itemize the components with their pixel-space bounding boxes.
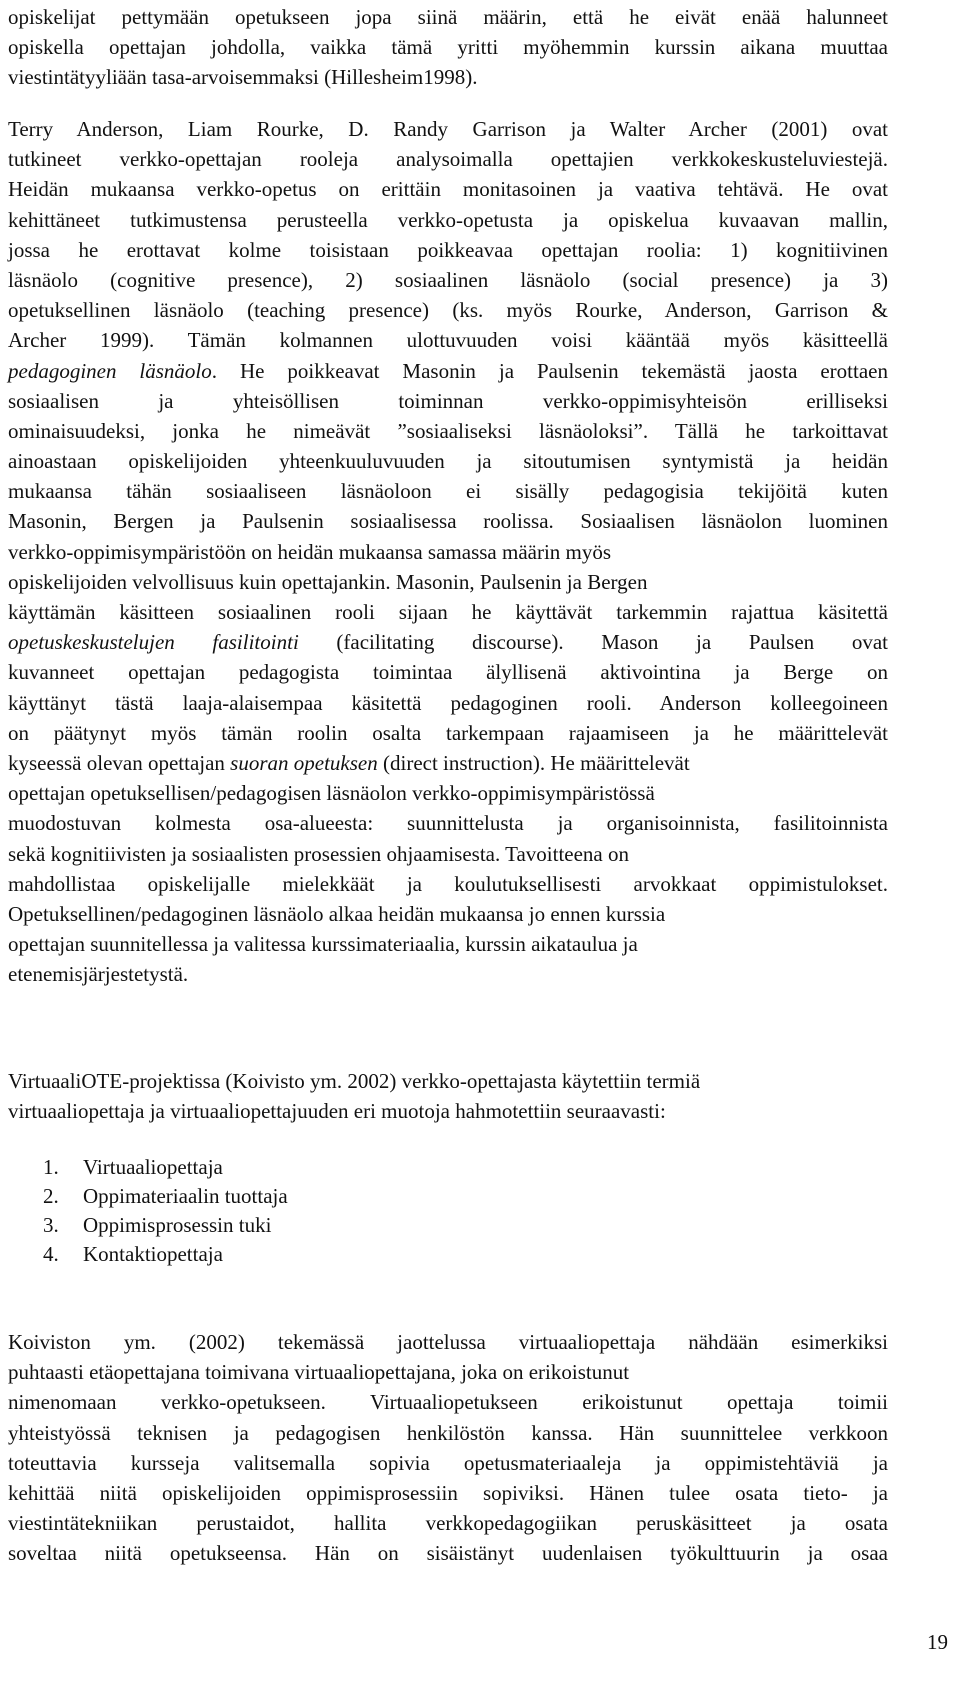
text-line xyxy=(8,748,888,778)
text-line: ainoastaan opiskelijoiden yhteenkuuluvuuden ja sitoutumisen syntymistä ja heidän xyxy=(8,449,888,474)
text-line: opettajan suunnitellessa ja valitessa kurssimateriaalia, kurssin aikataulua ja xyxy=(8,932,638,957)
text-line: opiskella opettajan johdolla, vaikka tämä yritti myöhemmin kurssin aikana muuttaa xyxy=(8,35,888,60)
text-line: opetuksellinen läsnäolo (teaching presence) (ks. myös Rourke, Anderson, Garrison & xyxy=(8,298,888,323)
text-line: mahdollistaa opiskelijalle mielekkäät ja koulutuksellisesti arvokkaat oppimistulokset. xyxy=(8,871,888,896)
list-number: 4. xyxy=(43,1242,59,1266)
text-line: sosiaalisen ja yhteisöllisen toiminnan verkko-oppimisyhteisön erilliseksi xyxy=(8,388,888,413)
text-line: opiskelijat pettymään opetukseen jopa siinä määrin, että he eivät enää halunneet xyxy=(8,5,888,29)
italic-term: suoran opetuksen xyxy=(230,750,378,775)
text-line: etenemisjärjestetystä. xyxy=(8,962,189,987)
paragraph-continuation xyxy=(8,2,888,93)
page-number: 19 xyxy=(927,1630,948,1654)
text-line: opettajan opetuksellisen/pedagogisen läsnäolon verkko-oppimisympäristössä xyxy=(8,781,655,806)
teacher-roles-list xyxy=(8,1153,888,1269)
text-line: muodostuvan kolmesta osa-alueesta: suunnittelusta ja organisoinnista, fasilitoinnista xyxy=(8,811,888,836)
list-number: 2. xyxy=(43,1184,59,1208)
text-fragment: (facilitating discourse). Mason ja Paulsen ovat xyxy=(298,630,888,655)
text-fragment: (direct instruction). He määrittelevät xyxy=(377,750,690,775)
paragraph-koivisto xyxy=(8,1327,888,1569)
text-fragment: . He poikkeavat Masonin ja Paulsenin tekemästä jaosta erottaen xyxy=(211,358,888,383)
text-line: jossa he erottavat kolme toisistaan poikkeavaa opettajan roolia: 1) kognitiivinen xyxy=(8,237,888,262)
text-line: Masonin, Bergen ja Paulsenin sosiaalisessa roolissa. Sosiaalisen läsnäolon luominen xyxy=(8,509,888,534)
text-line: Koiviston ym. (2002) tekemässä jaottelussa virtuaaliopettaja nähdään esimerkiksi xyxy=(8,1330,888,1354)
text-line: soveltaa niitä opetukseensa. Hän on sisäistänyt uudenlaisen työkulttuurin ja osaa xyxy=(8,1541,888,1566)
text-line: virtuaaliopettaja ja virtuaaliopettajuuden eri muotoja hahmotettiin seuraavasti: xyxy=(8,1099,666,1124)
text-line: toteuttavia kursseja valitsemalla sopivia opetusmateriaaleja ja oppimistehtäviä ja xyxy=(8,1450,888,1475)
text-line: verkko-oppimisympäristöön on heidän mukaansa samassa määrin myös xyxy=(8,539,612,564)
text-line: mukaansa tähän sosiaaliseen läsnäoloon ei sisälly pedagogisia tekijöitä kuten xyxy=(8,479,888,504)
text-line xyxy=(8,356,888,386)
text-fragment: kyseessä olevan opettajan xyxy=(8,750,231,775)
text-line: Terry Anderson, Liam Rourke, D. Randy Garrison ja Walter Archer (2001) ovat xyxy=(8,117,888,141)
list-text: Oppimisprosessin tuki xyxy=(83,1213,272,1237)
text-line: VirtuaaliOTE-projektissa (Koivisto ym. 2002) verkko-opettajasta käytettiin termiä xyxy=(8,1069,701,1093)
list-text: Virtuaaliopettaja xyxy=(83,1155,223,1179)
text-line: kehittäneet tutkimustensa perusteella verkko-opetusta ja opiskelua kuvaavan mallin, xyxy=(8,207,888,232)
text-line: Opetuksellinen/pedagoginen läsnäolo alkaa heidän mukaansa jo ennen kurssia xyxy=(8,901,666,926)
list-item xyxy=(8,1211,888,1240)
list-number: 3. xyxy=(43,1213,59,1237)
text-line: kehittää niitä opiskelijoiden oppimisprosessiin sopiviksi. Hänen tulee osata tieto- ja xyxy=(8,1480,888,1505)
list-number: 1. xyxy=(43,1155,59,1179)
text-line: on päätynyt myös tämän roolin osalta tarkempaan rajaamiseen ja he määrittelevät xyxy=(8,720,888,745)
text-line: nimenomaan verkko-opetukseen. Virtuaaliopetukseen erikoistunut opettaja toimii xyxy=(8,1390,888,1415)
text-line: puhtaasti etäopettajana toimivana virtuaaliopettajana, joka on erikoistunut xyxy=(8,1360,630,1385)
text-line xyxy=(8,627,888,657)
text-line: kuvanneet opettajan pedagogista toimintaa älyllisenä aktivointina ja Berge on xyxy=(8,660,888,685)
list-item xyxy=(8,1240,888,1269)
list-text: Kontaktiopettaja xyxy=(83,1242,223,1266)
list-item xyxy=(8,1153,888,1182)
text-line: opiskelijoiden velvollisuus kuin opettajankin. Masonin, Paulsenin ja Bergen xyxy=(8,569,648,594)
text-line: Archer 1999). Tämän kolmannen ulottuvuuden voisi kääntää myös käsitteellä xyxy=(8,328,888,353)
text-line: viestintätyyliään tasa-arvoisemmaksi (Hillesheim1998). xyxy=(8,65,478,90)
text-line: käyttämän käsitteen sosiaalinen rooli sijaan he käyttävät tarkemmin rajattua käsitettä xyxy=(8,600,888,624)
text-line: ominaisuudeksi, jonka he nimeävät ”sosiaaliseksi läsnäoloksi”. Tällä he tarkoittavat xyxy=(8,418,888,443)
text-line: sekä kognitiivisten ja sosiaalisten prosessien ohjaamisesta. Tavoitteena on xyxy=(8,841,630,866)
paragraph-anderson-model xyxy=(8,114,888,989)
text-line: läsnäolo (cognitive presence), 2) sosiaalinen läsnäolo (social presence) ja 3) xyxy=(8,267,888,292)
text-line: käyttänyt tästä laaja-alaisempaa käsitettä pedagoginen rooli. Anderson kolleegoineen xyxy=(8,690,888,715)
italic-term: pedagoginen läsnäolo xyxy=(8,358,212,383)
text-line: tutkineet verkko-opettajan rooleja analysoimalla opettajien verkkokeskusteluviestejä. xyxy=(8,147,888,172)
text-line: viestintätekniikan perustaidot, hallita verkkopedagogiikan peruskäsitteet ja osata xyxy=(8,1511,888,1536)
text-line: yhteistyössä teknisen ja pedagogisen henkilöstön kanssa. Hän suunnittelee verkkoon xyxy=(8,1420,888,1445)
paragraph-virtuaaliote xyxy=(8,1066,888,1126)
italic-term: opetuskeskustelujen fasilitointi xyxy=(8,630,299,655)
list-text: Oppimateriaalin tuottaja xyxy=(83,1184,288,1208)
text-line: Heidän mukaansa verkko-opetus on erittäin monitasoinen ja vaativa tehtävä. He ovat xyxy=(8,177,888,202)
list-item xyxy=(8,1182,888,1211)
